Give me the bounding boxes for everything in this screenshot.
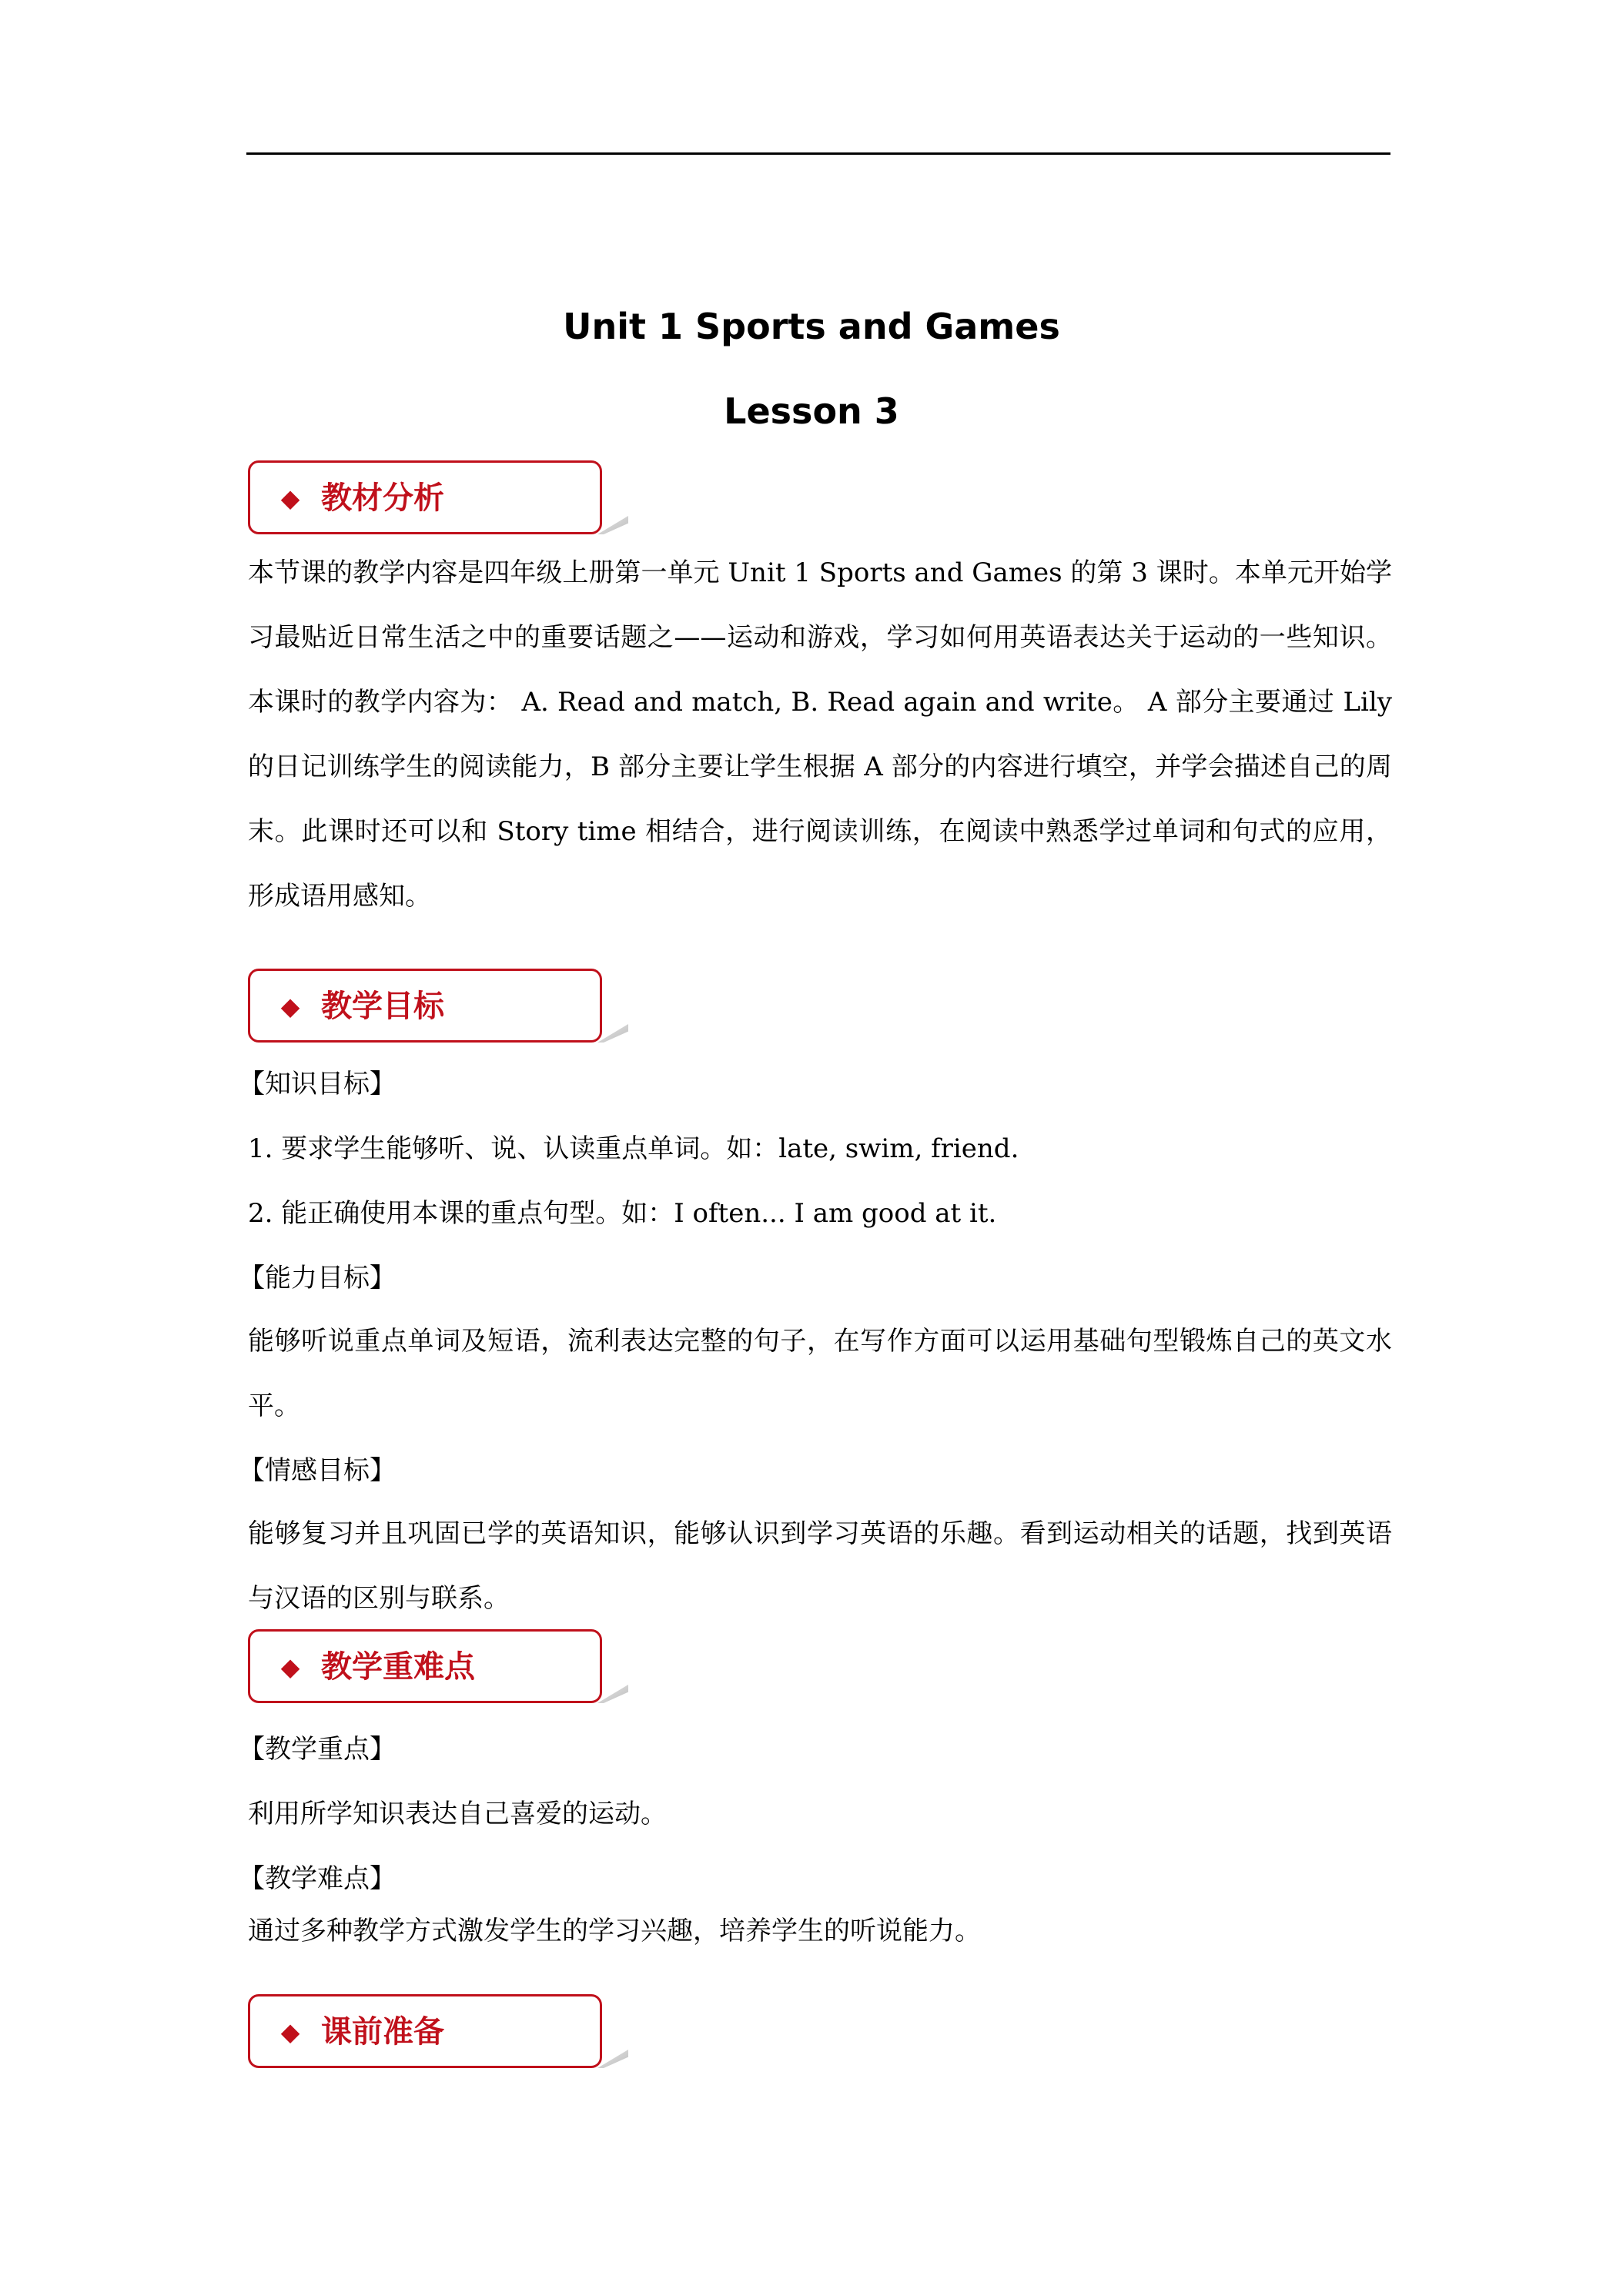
section-label: 教学目标 <box>321 989 444 1024</box>
knowledge-heading: 【知识目标】 <box>239 1069 396 1099</box>
difficulty-text: 通过多种教学方式激发学生的学习兴趣，培养学生的听说能力。 <box>248 1916 981 1946</box>
document-title: Unit 1 Sports and Games <box>563 306 1060 347</box>
knowledge-item-1: 1. 要求学生能够听、说、认读重点单词。如：late, swim, friend. <box>248 1133 1019 1164</box>
diamond-icon: ◆ <box>280 1652 300 1682</box>
section-header-key-points <box>248 1629 602 1703</box>
difficulty-heading: 【教学难点】 <box>239 1863 396 1894</box>
section-label: 教学重难点 <box>321 1649 475 1685</box>
section-shadow <box>597 1024 628 1043</box>
knowledge-item-2: 2. 能正确使用本课的重点句型。如：I often... I am good at it. <box>248 1198 997 1229</box>
ability-heading: 【能力目标】 <box>239 1263 396 1294</box>
focus-heading: 【教学重点】 <box>239 1734 396 1765</box>
section-label: 课前准备 <box>321 2014 444 2050</box>
section-label: 教材分析 <box>321 480 444 516</box>
header-rule <box>246 152 1390 155</box>
diamond-icon: ◆ <box>280 992 300 1021</box>
section-header-analysis <box>248 460 602 534</box>
section-shadow <box>597 516 628 534</box>
diamond-icon: ◆ <box>280 2017 300 2047</box>
diamond-icon: ◆ <box>280 484 300 513</box>
section-shadow <box>597 1685 628 1703</box>
emotion-heading: 【情感目标】 <box>239 1455 396 1486</box>
focus-text: 利用所学知识表达自己喜爱的运动。 <box>248 1799 667 1829</box>
lesson-title: Lesson 3 <box>724 390 899 432</box>
section-header-preparation <box>248 1994 602 2068</box>
emotion-paragraph: 能够复习并且巩固已学的英语知识，能够认识到学习英语的乐趣。看到运动相关的话题，找到英语与汉语的区别与联系。 <box>248 1518 1392 1614</box>
section-shadow <box>597 2050 628 2068</box>
ability-paragraph: 能够听说重点单词及短语，流利表达完整的句子，在写作方面可以运用基础句型锻炼自己的英文水平。 <box>248 1326 1392 1421</box>
section-header-goals <box>248 969 602 1043</box>
analysis-paragraph: 本节课的教学内容是四年级上册第一单元 Unit 1 Sports and Games 的第 3 课时。本单元开始学习最贴近日常生活之中的重要话题之——运动和游戏，学习如何用英语表达关于运动的一些知识。本课时的教学内容为： A. Read and match, B. Read again and write。 A 部分主要通过 Lily 的日记训练学生的阅读能力，B 部分主要让学生根据 A 部分的内容进行填空，并学会描述自己的周末。此课时还可以和 Story time 相结合，进行阅读训练，在阅读中熟悉学过单词和句式的应用，形成语用感知。 <box>248 557 1392 912</box>
